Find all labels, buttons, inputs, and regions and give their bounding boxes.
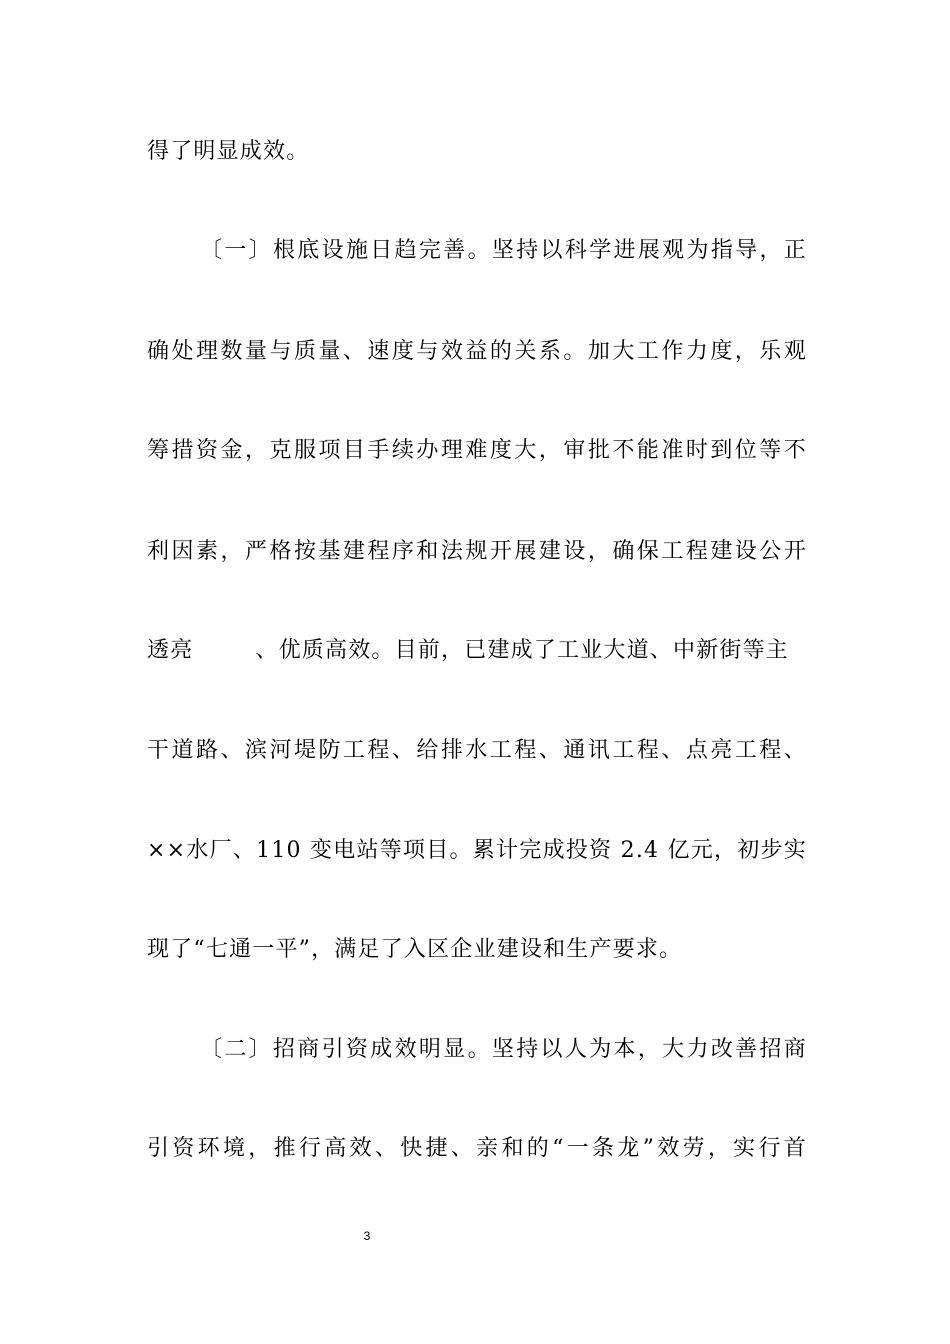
- paragraph-line-with-gap: [147, 636, 807, 666]
- paragraph-line: ××水厂、110 变电站等项目。累计完成投资 2.4 亿元，初步实: [147, 838, 807, 863]
- paragraph-line: 干道路、滨河堤防工程、给排水工程、通讯工程、点亮工程、: [147, 738, 807, 763]
- paragraph-line: 得了明显成效。: [147, 139, 310, 164]
- paragraph-line: 利因素，严格按基建程序和法规开展建设，确保工程建设公开: [147, 539, 807, 564]
- paragraph-line: 筹措资金，克服项目手续办理难度大，审批不能准时到位等不: [147, 438, 807, 463]
- paragraph-line: 确处理数量与质量、速度与效益的关系。加大工作力度，乐观: [147, 339, 807, 364]
- paragraph-line-section-heading: 〔一〕根底设施日趋完善。坚持以科学进展观为指导，正: [200, 238, 807, 263]
- line-segment-end: 、优质高效。目前，已建成了工业大道、中新街等主: [255, 638, 790, 663]
- paragraph-line: 引资环境，推行高效、快捷、亲和的“一条龙”效劳，实行首: [147, 1136, 807, 1161]
- line-segment-start: 透亮: [147, 638, 194, 663]
- paragraph-line-section-heading: 〔二〕招商引资成效明显。坚持以人为本，大力改善招商: [200, 1037, 807, 1062]
- paragraph-line: 现了“七通一平”，满足了入区企业建设和生产要求。: [147, 937, 683, 962]
- page-number: 3: [363, 1229, 371, 1243]
